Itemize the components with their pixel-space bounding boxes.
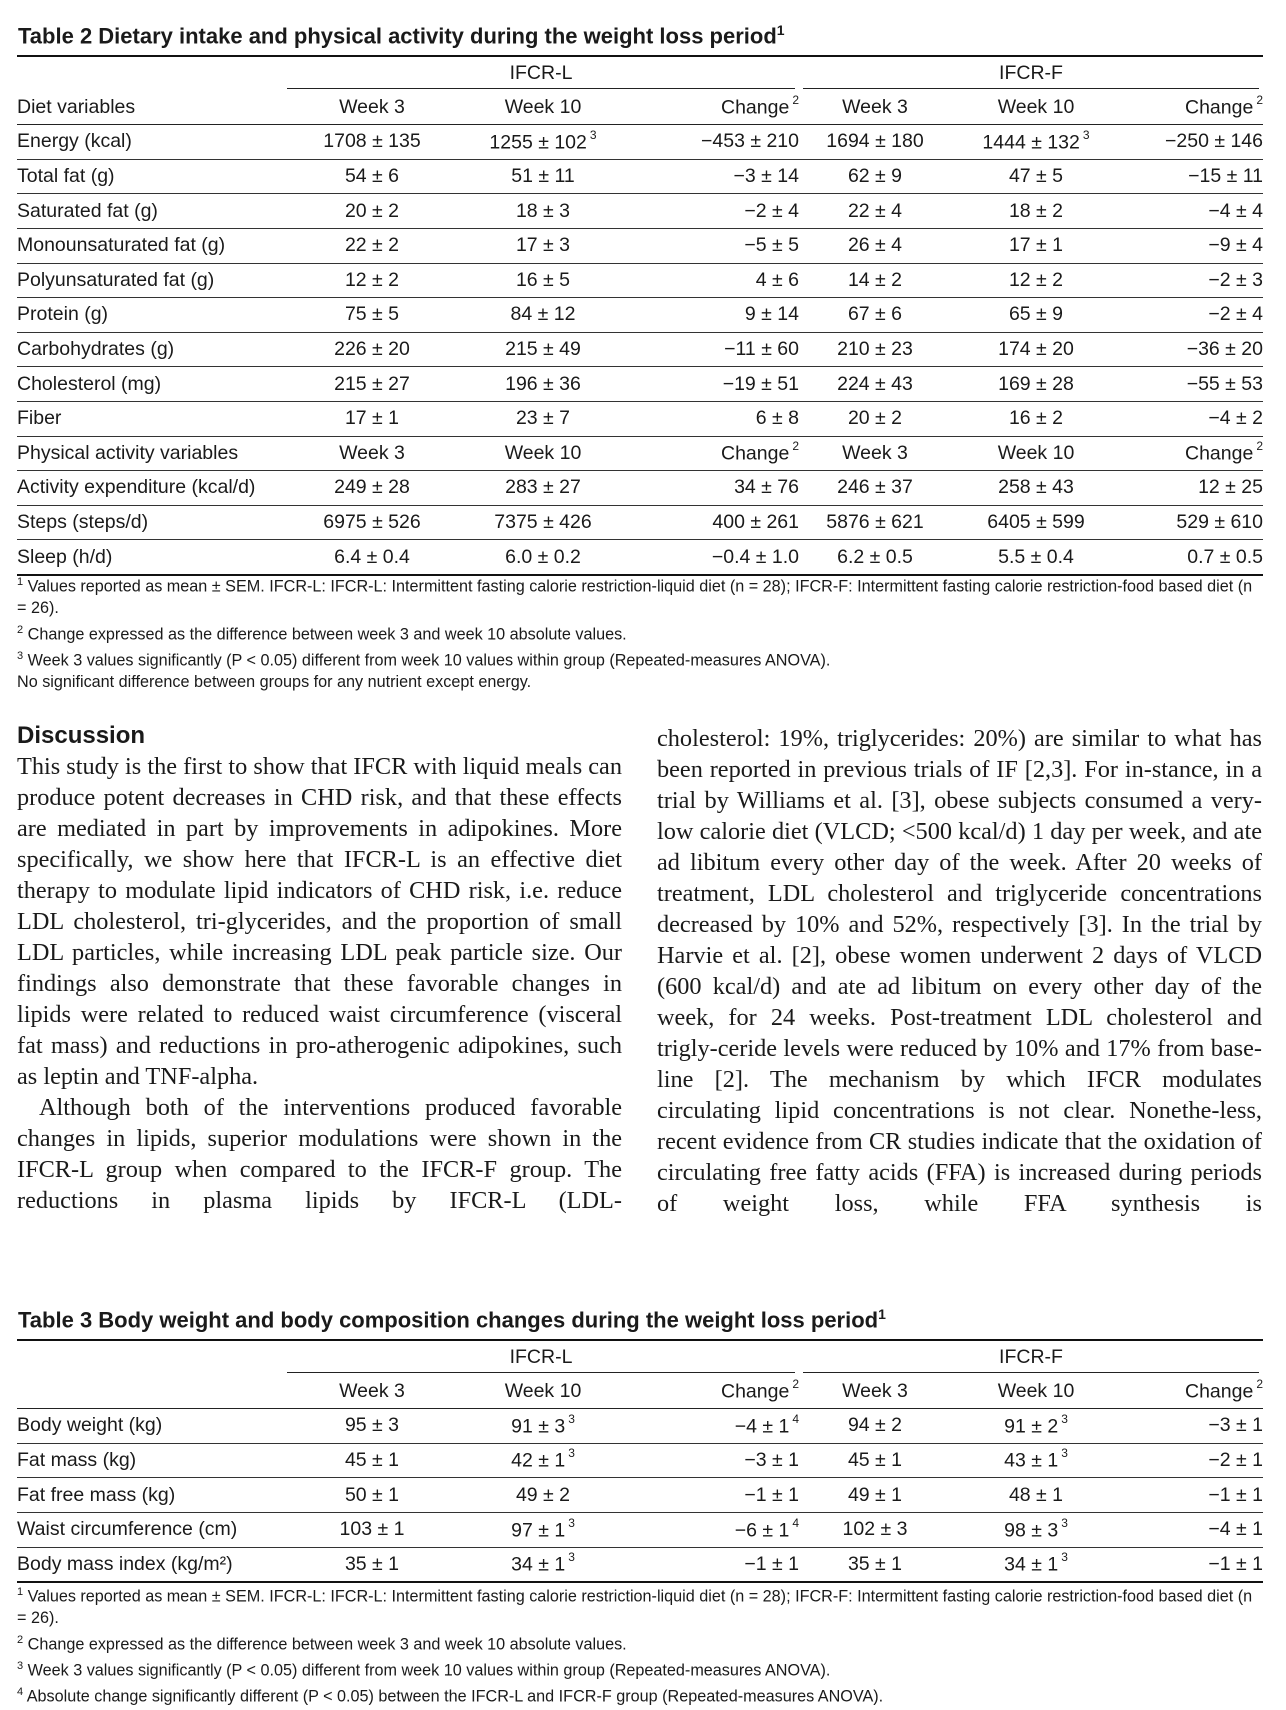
table3-footnote: $^3$ Week 3 values significantly (P < 0.05) different from week 10 values within group (Repeated-measures ANOVA). xyxy=(17,1660,831,1680)
table2-row-label: Cholesterol (mg) xyxy=(17,367,287,402)
table3-footnote: $^2$ Change expressed as the difference between week 3 and week 10 absolute values. xyxy=(17,1633,627,1654)
table2-cell: 65 ± 9 xyxy=(951,298,1121,333)
table3-cell: 91 ± 2 $^3$ xyxy=(951,1409,1121,1444)
discussion-paragraph-2: Although both of the interventions produced favorable changes in lipids, superior modulations were shown in the IFCR-L group when compared to the IFCR-F group. The reductions in plasma lipids by IFCR-L (LDL- xyxy=(17,1094,622,1214)
table3-row xyxy=(17,1409,1263,1444)
table3-col-header: Week 10 xyxy=(457,1375,629,1409)
table2-row-label: Steps (steps/d) xyxy=(17,505,287,540)
table3-header-label xyxy=(17,1375,287,1409)
table2-row xyxy=(17,298,1263,333)
table2-cell: 1708 ± 135 xyxy=(287,125,457,160)
table2-cell: −19 ± 51 xyxy=(629,367,799,402)
table2-cell: 9 ± 14 xyxy=(629,298,799,333)
table3-cell: 43 ± 1 $^3$ xyxy=(951,1443,1121,1478)
table2-cell: 17 ± 1 xyxy=(951,228,1121,263)
table2-cell: −2 ± 3 xyxy=(1121,263,1263,298)
table2-row-label: Sleep (h/d) xyxy=(17,540,287,575)
table2-row xyxy=(17,125,1263,160)
table3-row xyxy=(17,1443,1263,1478)
table3-cell: 45 ± 1 xyxy=(799,1443,951,1478)
table2-cell: 169 ± 28 xyxy=(951,367,1121,402)
table3-footnote: $^1$ Values reported as mean ± SEM. IFCR-L: IFCR-L: Intermittent fasting calorie restriction-liquid diet (n = 28); IFCR-F: Intermittent fasting calorie restriction-food based diet (n = 26). xyxy=(17,1586,1253,1628)
table2-row-label: Saturated fat (g) xyxy=(17,194,287,229)
table2-cell: −4 ± 4 xyxy=(1121,194,1263,229)
table2-cell: 51 ± 11 xyxy=(457,159,629,194)
discussion-paragraph-1: This study is the first to show that IFCR with liquid meals can produce potent decreases in CHD risk, and that these effects are mediated in part by improvements in adipokines. More specifically, we show here that IFCR-L is an effective diet therapy to modulate lipid indicators of CHD risk, i.e. reduce LDL cholesterol, tri-glycerides, and the proportion of small LDL particles, while increasing LDL peak particle size. Our findings also demonstrate that these favorable changes in lipids were related to reduced waist circumference (visceral fat mass) and reductions in pro-atherogenic adipokines, such as leptin and TNF-alpha. xyxy=(17,753,622,1090)
table2-row-label: Monounsaturated fat (g) xyxy=(17,228,287,263)
table2-cell: −453 ± 210 xyxy=(629,125,799,160)
table2-cell: 17 ± 3 xyxy=(457,228,629,263)
table2-row-label: Total fat (g) xyxy=(17,159,287,194)
table2-cell: 18 ± 3 xyxy=(457,194,629,229)
table2-cell: 62 ± 9 xyxy=(799,159,951,194)
table3-cell: 97 ± 1 $^3$ xyxy=(457,1512,629,1547)
section-title-discussion: Discussion xyxy=(17,722,146,749)
table2-row xyxy=(17,436,1263,471)
table2-row-label: Carbohydrates (g) xyxy=(17,332,287,367)
table2-cell: 258 ± 43 xyxy=(951,471,1121,506)
table2-row xyxy=(17,194,1263,229)
table2-cell: 6.2 ± 0.5 xyxy=(799,540,951,575)
table2-row xyxy=(17,332,1263,367)
table3-group-ifcr-f: IFCR-F xyxy=(799,1341,1263,1375)
table3-cell: 50 ± 1 xyxy=(287,1478,457,1513)
table2-caption: Table 2 Dietary intake and physical activity during the weight loss period$^1$ xyxy=(18,22,785,49)
table3-cell: −4 ± 1 xyxy=(1121,1512,1263,1547)
table2-row xyxy=(17,228,1263,263)
table2-cell: 215 ± 49 xyxy=(457,332,629,367)
discussion-left-column xyxy=(17,720,622,1216)
table3-cell: −1 ± 1 xyxy=(629,1547,799,1582)
table2-cell: 0.7 ± 0.5 xyxy=(1121,540,1263,575)
table2-cell: 1255 ± 102 $^3$ xyxy=(457,125,629,160)
table2-cell: −5 ± 5 xyxy=(629,228,799,263)
table3-col-header: Week 10 xyxy=(951,1375,1121,1409)
table3-cell: 34 ± 1 $^3$ xyxy=(951,1547,1121,1582)
table2-row-label: Activity expenditure (kcal/d) xyxy=(17,471,287,506)
table2-row xyxy=(17,367,1263,402)
table3-cell: 42 ± 1 $^3$ xyxy=(457,1443,629,1478)
table2-cell: 67 ± 6 xyxy=(799,298,951,333)
table2-cell: 16 ± 2 xyxy=(951,401,1121,436)
table2-cell: 210 ± 23 xyxy=(799,332,951,367)
table2-cell: 215 ± 27 xyxy=(287,367,457,402)
table3-row-label: Body mass index (kg/m²) xyxy=(17,1547,287,1582)
table3-row xyxy=(17,1547,1263,1582)
table3-header-row xyxy=(17,1375,1263,1409)
table3-cell: 98 ± 3 $^3$ xyxy=(951,1512,1121,1547)
table2-cell: Change $^2$ xyxy=(1121,436,1263,471)
table2-cell: 23 ± 7 xyxy=(457,401,629,436)
table3-cell: −3 ± 1 xyxy=(1121,1409,1263,1444)
table2-cell: −2 ± 4 xyxy=(1121,298,1263,333)
table2-cell: 7375 ± 426 xyxy=(457,505,629,540)
table2-cell: −9 ± 4 xyxy=(1121,228,1263,263)
table3-cell: −2 ± 1 xyxy=(1121,1443,1263,1478)
table2-cell: 196 ± 36 xyxy=(457,367,629,402)
table2-cell: −4 ± 2 xyxy=(1121,401,1263,436)
table3-cell: −1 ± 1 xyxy=(629,1478,799,1513)
table3-caption: Table 3 Body weight and body composition changes during the weight loss period$^1$ xyxy=(18,1306,886,1333)
table2-footnote: No significant difference between groups for any nutrient except energy. xyxy=(17,673,532,692)
table2-row-label: Protein (g) xyxy=(17,298,287,333)
table2-cell: −250 ± 146 xyxy=(1121,125,1263,160)
table2-cell: 18 ± 2 xyxy=(951,194,1121,229)
table2-cell: 5.5 ± 0.4 xyxy=(951,540,1121,575)
table2-cell: 4 ± 6 xyxy=(629,263,799,298)
table2-cell: 5876 ± 621 xyxy=(799,505,951,540)
table2-header-label: Diet variables xyxy=(17,91,287,125)
table2-col-header: Week 10 xyxy=(951,91,1121,125)
table2-cell: 54 ± 6 xyxy=(287,159,457,194)
table3-cell: 94 ± 2 xyxy=(799,1409,951,1444)
table3-row-label: Fat free mass (kg) xyxy=(17,1478,287,1513)
table2-cell: −2 ± 4 xyxy=(629,194,799,229)
table2-footnote: $^1$ Values reported as mean ± SEM. IFCR-L: IFCR-L: Intermittent fasting calorie restriction-liquid diet (n = 28); IFCR-F: Intermittent fasting calorie restriction-food based diet (n = 26). xyxy=(17,576,1253,618)
table3-col-header: Week 3 xyxy=(287,1375,457,1409)
table2-cell: 17 ± 1 xyxy=(287,401,457,436)
table2-cell: −0.4 ± 1.0 xyxy=(629,540,799,575)
table2-cell: 20 ± 2 xyxy=(287,194,457,229)
table2-cell: 12 ± 2 xyxy=(287,263,457,298)
table2-cell: −36 ± 20 xyxy=(1121,332,1263,367)
table2-cell: −3 ± 14 xyxy=(629,159,799,194)
table2-cell: 246 ± 37 xyxy=(799,471,951,506)
table2-cell: 6.4 ± 0.4 xyxy=(287,540,457,575)
table3-row xyxy=(17,1512,1263,1547)
table3-col-header: Change $^2$ xyxy=(1121,1375,1263,1409)
table2-footnotes xyxy=(17,572,1257,694)
table3-footnote: $^4$ Absolute change significantly different (P < 0.05) between the IFCR-L and IFCR-F group (Repeated-measures ANOVA). xyxy=(17,1686,884,1706)
table2-row-label: Polyunsaturated fat (g) xyxy=(17,263,287,298)
table2-cell: 6 ± 8 xyxy=(629,401,799,436)
table2-footnote: $^3$ Week 3 values significantly (P < 0.05) different from week 10 values within group (Repeated-measures ANOVA). xyxy=(17,650,831,670)
table2-cell: 22 ± 2 xyxy=(287,228,457,263)
table2-col-header: Change $^2$ xyxy=(1121,91,1263,125)
table2-col-header: Week 3 xyxy=(799,91,951,125)
table2-cell: 1694 ± 180 xyxy=(799,125,951,160)
table2-cell: 6.0 ± 0.2 xyxy=(457,540,629,575)
table2-row-label: Fiber xyxy=(17,401,287,436)
discussion-right-column xyxy=(657,723,1262,1219)
table2-cell: 84 ± 12 xyxy=(457,298,629,333)
table2-cell: 6405 ± 599 xyxy=(951,505,1121,540)
table2-row xyxy=(17,505,1263,540)
table2-cell: 249 ± 28 xyxy=(287,471,457,506)
table2-cell: 12 ± 25 xyxy=(1121,471,1263,506)
table3-cell: −1 ± 1 xyxy=(1121,1547,1263,1582)
table2-cell: 529 ± 610 xyxy=(1121,505,1263,540)
table2-cell: 20 ± 2 xyxy=(799,401,951,436)
table3-col-header: Week 3 xyxy=(799,1375,951,1409)
discussion-paragraph-3: cholesterol: 19%, triglycerides: 20%) are similar to what has been reported in previous trials of IF [2,3]. For in-stance, in a trial by Williams et al. [3], obese subjects consumed a very-low calorie diet (VLCD; <500 kcal/d) 1 day per week, and ate ad libitum every other day of the week. After 20 weeks of treatment, LDL cholesterol and triglyceride concentrations decreased by 10% and 52%, respectively [3]. In the trial by Harvie et al. [2], obese women underwent 2 days of VLCD (600 kcal/d) and ate ad libitum on every other day of the week, for 24 weeks. Post-treatment LDL cholesterol and trigly-ceride levels were reduced by 10% and 17% from base-line [2]. The mechanism by which IFCR modulates circulating lipid concentrations is not clear. Nonethe-less, recent evidence from CR studies indicate that the oxidation of circulating free fatty acids (FFA) is increased during periods of weight loss, while FFA synthesis is xyxy=(657,725,1262,1217)
table2-cell: 34 ± 76 xyxy=(629,471,799,506)
table3-cell: 49 ± 1 xyxy=(799,1478,951,1513)
table2-cell: 12 ± 2 xyxy=(951,263,1121,298)
table3-cell: 102 ± 3 xyxy=(799,1512,951,1547)
table3-cell: 48 ± 1 xyxy=(951,1478,1121,1513)
table2-group-ifcr-f: IFCR-F xyxy=(799,57,1263,91)
table2-cell: −11 ± 60 xyxy=(629,332,799,367)
table3-cell: 45 ± 1 xyxy=(287,1443,457,1478)
table3-cell: 49 ± 2 xyxy=(457,1478,629,1513)
table2-group-ifcr-l: IFCR-L xyxy=(287,57,799,91)
table2-cell: 174 ± 20 xyxy=(951,332,1121,367)
table3-cell: 103 ± 1 xyxy=(287,1512,457,1547)
table2-cell: Week 3 xyxy=(287,436,457,471)
table3-cell: 35 ± 1 xyxy=(287,1547,457,1582)
table3-group-ifcr-l: IFCR-L xyxy=(287,1341,799,1375)
table2-row xyxy=(17,159,1263,194)
table2-cell: 47 ± 5 xyxy=(951,159,1121,194)
table3-cell: 91 ± 3 $^3$ xyxy=(457,1409,629,1444)
table3-row-label: Body weight (kg) xyxy=(17,1409,287,1444)
table3-row-label: Waist circumference (cm) xyxy=(17,1512,287,1547)
table2-cell: 6975 ± 526 xyxy=(287,505,457,540)
table2-col-header: Week 3 xyxy=(287,91,457,125)
table2-cell: Week 10 xyxy=(457,436,629,471)
table2-cell: 224 ± 43 xyxy=(799,367,951,402)
table2-cell: 14 ± 2 xyxy=(799,263,951,298)
table2-cell: 16 ± 5 xyxy=(457,263,629,298)
table2-cell: Change $^2$ xyxy=(629,436,799,471)
table2-row xyxy=(17,263,1263,298)
table3-row xyxy=(17,1478,1263,1513)
table2 xyxy=(17,57,1263,576)
table2-row xyxy=(17,401,1263,436)
table2-col-header: Week 10 xyxy=(457,91,629,125)
table2-header-row xyxy=(17,91,1263,125)
table2-row xyxy=(17,471,1263,506)
table2-cell: 400 ± 261 xyxy=(629,505,799,540)
table3-cell: −4 ± 1 $^4$ xyxy=(629,1409,799,1444)
table3-cell: 95 ± 3 xyxy=(287,1409,457,1444)
table2-col-header: Change $^2$ xyxy=(629,91,799,125)
table2-cell: 1444 ± 132 $^3$ xyxy=(951,125,1121,160)
table2-cell: 75 ± 5 xyxy=(287,298,457,333)
table2-cell: 22 ± 4 xyxy=(799,194,951,229)
table2-cell: Week 10 xyxy=(951,436,1121,471)
table2-row xyxy=(17,540,1263,575)
table3-cell: −1 ± 1 xyxy=(1121,1478,1263,1513)
table2-cell: 226 ± 20 xyxy=(287,332,457,367)
table2-cell: 26 ± 4 xyxy=(799,228,951,263)
table3-col-header: Change $^2$ xyxy=(629,1375,799,1409)
table2-footnote: $^2$ Change expressed as the difference between week 3 and week 10 absolute values. xyxy=(17,623,627,644)
table2-cell: Week 3 xyxy=(799,436,951,471)
table3-footnotes xyxy=(17,1582,1257,1709)
table3 xyxy=(17,1341,1263,1583)
table3-cell: −3 ± 1 xyxy=(629,1443,799,1478)
table2-row-label: Physical activity variables xyxy=(17,436,287,471)
table3-row-label: Fat mass (kg) xyxy=(17,1443,287,1478)
table2-row-label: Energy (kcal) xyxy=(17,125,287,160)
table3-cell: 35 ± 1 xyxy=(799,1547,951,1582)
table2-cell: 283 ± 27 xyxy=(457,471,629,506)
table2-cell: −15 ± 11 xyxy=(1121,159,1263,194)
table3-cell: 34 ± 1 $^3$ xyxy=(457,1547,629,1582)
table3-cell: −6 ± 1 $^4$ xyxy=(629,1512,799,1547)
table2-cell: −55 ± 53 xyxy=(1121,367,1263,402)
